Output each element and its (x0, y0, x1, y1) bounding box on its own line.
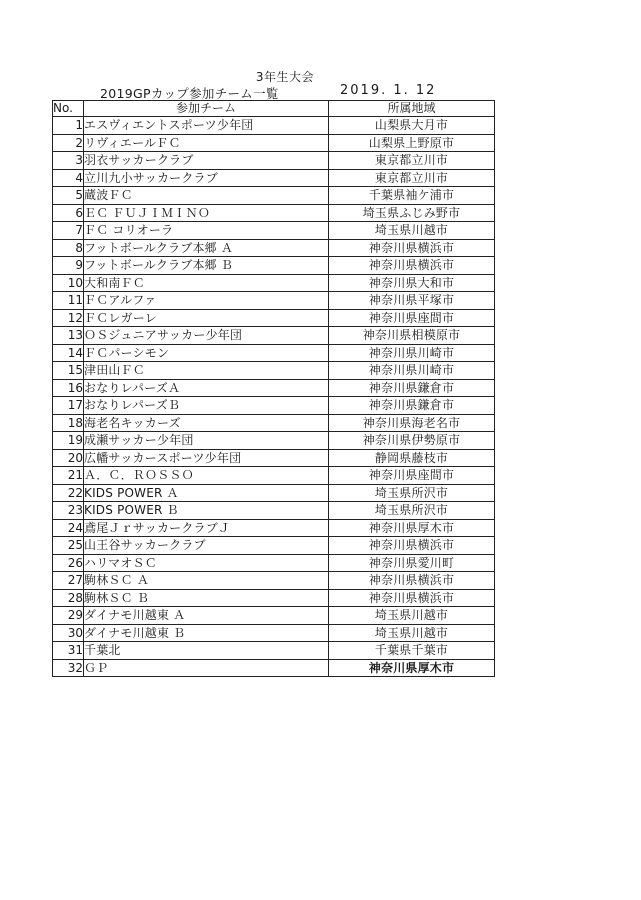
team-region: 山梨県大月市 (329, 117, 495, 135)
row-number: 30 (53, 624, 84, 642)
table-row (53, 642, 495, 660)
table-header-row (53, 101, 495, 117)
row-number: 6 (53, 204, 84, 222)
row-number: 15 (53, 362, 84, 380)
table-row (53, 414, 495, 432)
team-name: 千葉北 (84, 642, 329, 660)
table-row (53, 624, 495, 642)
event-title: 3年生大会 (255, 70, 315, 84)
table-row (53, 362, 495, 380)
team-name: ダイナモ川越東 Ａ (84, 607, 329, 625)
team-name: エスヴィエントスポーツ少年団 (84, 117, 329, 135)
table-row (53, 344, 495, 362)
table-row (53, 309, 495, 327)
team-region: 神奈川県愛川町 (329, 554, 495, 572)
team-name: ＦＣレガーレ (84, 309, 329, 327)
table-row (53, 397, 495, 415)
team-name: おなりレパーズＢ (84, 397, 329, 415)
row-number: 19 (53, 432, 84, 450)
team-region: 神奈川県平塚市 (329, 292, 495, 310)
table-row (53, 449, 495, 467)
team-name: フットボールクラブ本郷 Ｂ (84, 257, 329, 275)
table-row (53, 327, 495, 345)
team-region: 埼玉県川越市 (329, 624, 495, 642)
row-number: 24 (53, 519, 84, 537)
table-row (53, 239, 495, 257)
team-name: 海老名キッカーズ (84, 414, 329, 432)
row-number: 16 (53, 379, 84, 397)
document-date: 2019. 1. 12 (340, 83, 437, 98)
team-region: 神奈川県厚木市 (329, 519, 495, 537)
team-name: 広幡サッカースポーツ少年団 (84, 449, 329, 467)
team-name: 立川九小サッカークラブ (84, 169, 329, 187)
team-region: 山梨県上野原市 (329, 134, 495, 152)
team-region: 神奈川県座間市 (329, 467, 495, 485)
team-region: 神奈川県海老名市 (329, 414, 495, 432)
table-body (53, 117, 495, 677)
table-row (53, 537, 495, 555)
header-no: No. (53, 101, 84, 117)
team-name: 山王谷サッカークラブ (84, 537, 329, 555)
row-number: 32 (53, 659, 84, 677)
team-name: 蔵波ＦＣ (84, 187, 329, 205)
table-row (53, 572, 495, 590)
team-region: 神奈川県厚木市 (329, 659, 495, 677)
table-row (53, 467, 495, 485)
page-header (0, 0, 641, 100)
team-region: 神奈川県横浜市 (329, 537, 495, 555)
table-row (53, 134, 495, 152)
team-region: 埼玉県所沢市 (329, 502, 495, 520)
team-region: 神奈川県鎌倉市 (329, 397, 495, 415)
table-row (53, 222, 495, 240)
table-row (53, 659, 495, 677)
team-region: 東京都立川市 (329, 169, 495, 187)
table-row (53, 589, 495, 607)
team-region: 神奈川県川崎市 (329, 362, 495, 380)
team-region: 神奈川県相模原市 (329, 327, 495, 345)
row-number: 25 (53, 537, 84, 555)
table-row (53, 554, 495, 572)
table-row (53, 379, 495, 397)
list-title: 2019GPカップ参加チーム一覧 (100, 86, 279, 101)
row-number: 9 (53, 257, 84, 275)
row-number: 3 (53, 152, 84, 170)
row-number: 2 (53, 134, 84, 152)
team-region: 埼玉県川越市 (329, 222, 495, 240)
team-name: 駒林ＳＣ Ａ (84, 572, 329, 590)
team-region: 神奈川県横浜市 (329, 589, 495, 607)
team-region: 千葉県袖ケ浦市 (329, 187, 495, 205)
table-row (53, 607, 495, 625)
team-name: リヴィエールＦＣ (84, 134, 329, 152)
team-region: 静岡県藤枝市 (329, 449, 495, 467)
table-row (53, 432, 495, 450)
team-name: ＥＣ ＦＵＪＩＭＩＮＯ (84, 204, 329, 222)
row-number: 21 (53, 467, 84, 485)
table-row (53, 187, 495, 205)
row-number: 11 (53, 292, 84, 310)
team-name: KIDS POWER Ｂ (84, 502, 329, 520)
row-number: 7 (53, 222, 84, 240)
team-region: 神奈川県伊勢原市 (329, 432, 495, 450)
team-region: 東京都立川市 (329, 152, 495, 170)
team-region: 神奈川県川崎市 (329, 344, 495, 362)
team-region: 神奈川県鎌倉市 (329, 379, 495, 397)
header-region: 所属地域 (329, 101, 495, 117)
row-number: 23 (53, 502, 84, 520)
team-name: 大和南ＦＣ (84, 274, 329, 292)
team-name: Ａ．Ｃ．ＲＯＳＳＯ (84, 467, 329, 485)
team-region: 神奈川県横浜市 (329, 572, 495, 590)
team-name: ＦＣパーシモン (84, 344, 329, 362)
table-row (53, 484, 495, 502)
row-number: 31 (53, 642, 84, 660)
team-name: フットボールクラブ本郷 Ａ (84, 239, 329, 257)
row-number: 17 (53, 397, 84, 415)
team-region: 埼玉県川越市 (329, 607, 495, 625)
row-number: 22 (53, 484, 84, 502)
team-region: 埼玉県所沢市 (329, 484, 495, 502)
team-name: 駒林ＳＣ Ｂ (84, 589, 329, 607)
row-number: 26 (53, 554, 84, 572)
table-row (53, 257, 495, 275)
row-number: 12 (53, 309, 84, 327)
row-number: 1 (53, 117, 84, 135)
row-number: 5 (53, 187, 84, 205)
row-number: 18 (53, 414, 84, 432)
table-row (53, 502, 495, 520)
row-number: 10 (53, 274, 84, 292)
team-name: ハリマオＳＣ (84, 554, 329, 572)
row-number: 13 (53, 327, 84, 345)
table-row (53, 292, 495, 310)
team-name: ダイナモ川越東 Ｂ (84, 624, 329, 642)
table-row (53, 152, 495, 170)
row-number: 14 (53, 344, 84, 362)
team-name: 鳶尾ＪｒサッカークラブＪ (84, 519, 329, 537)
team-region: 神奈川県大和市 (329, 274, 495, 292)
team-name: 羽衣サッカークラブ (84, 152, 329, 170)
team-name: ＦＣ コリオーラ (84, 222, 329, 240)
team-name: ＦＣアルファ (84, 292, 329, 310)
team-name: おなりレパーズＡ (84, 379, 329, 397)
row-number: 28 (53, 589, 84, 607)
row-number: 27 (53, 572, 84, 590)
table-row (53, 519, 495, 537)
team-list-table (52, 100, 495, 677)
team-name: ＧＰ (84, 659, 329, 677)
row-number: 20 (53, 449, 84, 467)
team-name: 成瀬サッカー少年団 (84, 432, 329, 450)
table-row (53, 117, 495, 135)
header-team: 参加チーム (84, 101, 329, 117)
row-number: 29 (53, 607, 84, 625)
team-name: ＯＳジュニアサッカー少年団 (84, 327, 329, 345)
team-region: 神奈川県横浜市 (329, 257, 495, 275)
team-name: 津田山ＦＣ (84, 362, 329, 380)
row-number: 8 (53, 239, 84, 257)
table-row (53, 204, 495, 222)
table-row (53, 274, 495, 292)
team-region: 神奈川県横浜市 (329, 239, 495, 257)
row-number: 4 (53, 169, 84, 187)
team-region: 神奈川県座間市 (329, 309, 495, 327)
team-region: 埼玉県ふじみ野市 (329, 204, 495, 222)
team-name: KIDS POWER Ａ (84, 484, 329, 502)
team-region: 千葉県千葉市 (329, 642, 495, 660)
table-row (53, 169, 495, 187)
